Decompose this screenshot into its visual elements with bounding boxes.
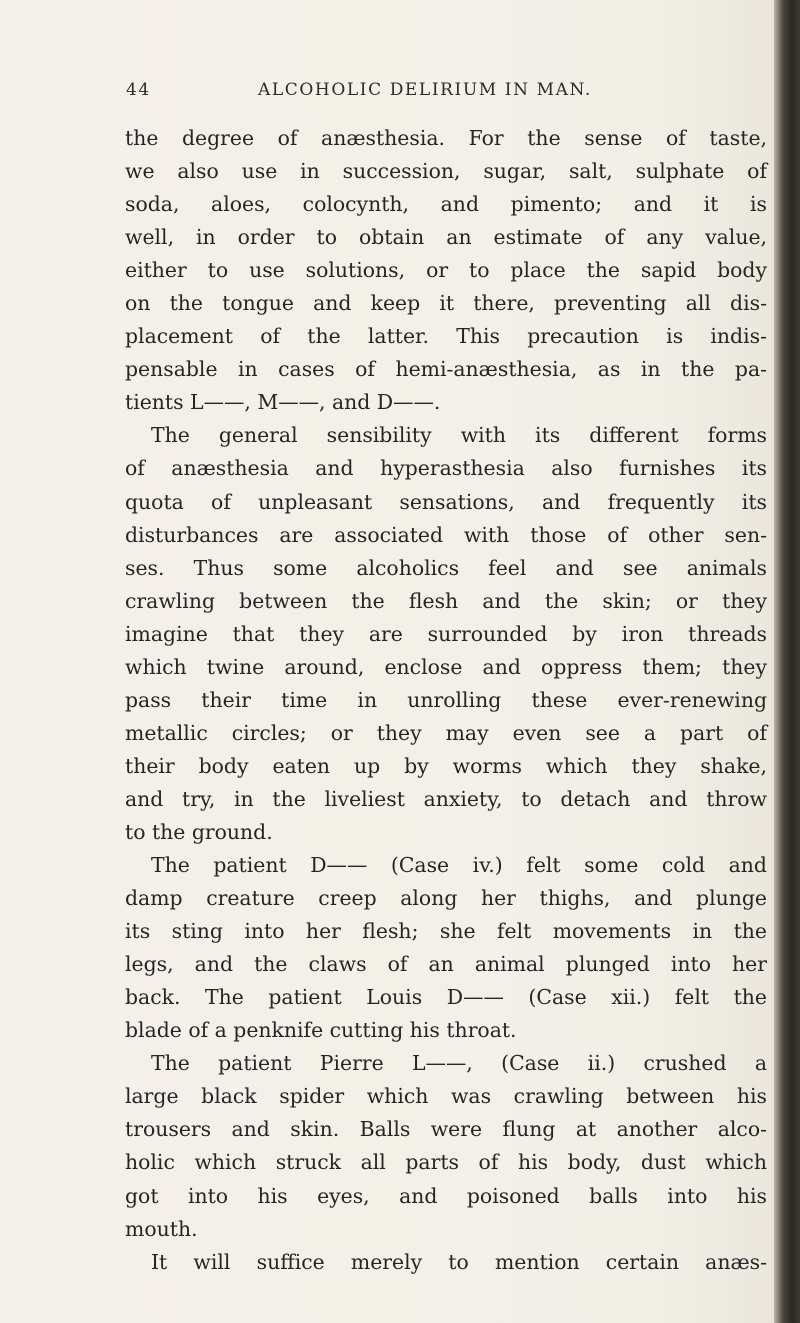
text-line: damp creature creep along her thighs, and plunge	[125, 886, 767, 911]
text-line: on the tongue and keep it there, preventing all dis-	[125, 291, 767, 316]
text-line: either to use solutions, or to place the sapid body	[125, 258, 767, 283]
text-line: blade of a penknife cutting his throat.	[125, 1018, 517, 1043]
text-line: tients L——, M——, and D——.	[125, 390, 441, 415]
text-line: of anæsthesia and hyperasthesia also furnishes its	[125, 456, 767, 481]
text-line: The patient Pierre L——, (Case ii.) crushed a	[151, 1051, 767, 1076]
text-line: legs, and the claws of an animal plunged into her	[125, 952, 767, 977]
text-line: disturbances are associated with those of other sen-	[125, 522, 767, 547]
text-line: imagine that they are surrounded by iron threads	[125, 621, 767, 646]
text-line: The general sensibility with its different forms	[151, 423, 767, 448]
text-line: crawling between the flesh and the skin; or they	[125, 588, 767, 613]
text-line: large black spider which was crawling between his	[125, 1084, 767, 1109]
text-line: trousers and skin. Balls were flung at another alco-	[125, 1117, 767, 1142]
text-line: pensable in cases of hemi-anæsthesia, as in the pa-	[125, 357, 767, 382]
text-line: we also use in succession, sugar, salt, sulphate of	[125, 159, 767, 184]
text-line: mouth.	[125, 1216, 198, 1241]
running-title: ALCOHOLIC DELIRIUM IN MAN.	[258, 80, 592, 100]
text-line: It will suffice merely to mention certain anæs-	[151, 1249, 767, 1274]
text-line: ses. Thus some alcoholics feel and see animals	[125, 555, 767, 580]
text-line: placement of the latter. This precaution is indis-	[125, 324, 767, 349]
text-line: and try, in the liveliest anxiety, to detach and throw	[125, 786, 767, 811]
page-edge-shadow	[774, 0, 800, 1323]
text-line: The patient D—— (Case iv.) felt some cold and	[151, 853, 767, 878]
text-line: well, in order to obtain an estimate of any value,	[125, 225, 767, 250]
text-line: which twine around, enclose and oppress them; they	[125, 654, 767, 679]
text-line: soda, aloes, colocynth, and pimento; and it is	[125, 192, 767, 217]
text-line: metallic circles; or they may even see a part of	[125, 720, 767, 745]
text-line: holic which struck all parts of his body, dust which	[125, 1150, 767, 1175]
text-line: its sting into her flesh; she felt movements in the	[125, 919, 767, 944]
text-line: got into his eyes, and poisoned balls into his	[125, 1183, 767, 1208]
text-line: back. The patient Louis D—— (Case xii.) felt the	[125, 985, 767, 1010]
text-line: their body eaten up by worms which they shake,	[125, 753, 767, 778]
text-line: pass their time in unrolling these ever-renewing	[125, 687, 767, 712]
body-text	[125, 122, 767, 1279]
text-line: quota of unpleasant sensations, and frequently its	[125, 489, 767, 514]
text-line: the degree of anæsthesia. For the sense of taste,	[125, 126, 767, 150]
page-number: 44	[126, 80, 151, 100]
text-line: to the ground.	[125, 819, 273, 844]
